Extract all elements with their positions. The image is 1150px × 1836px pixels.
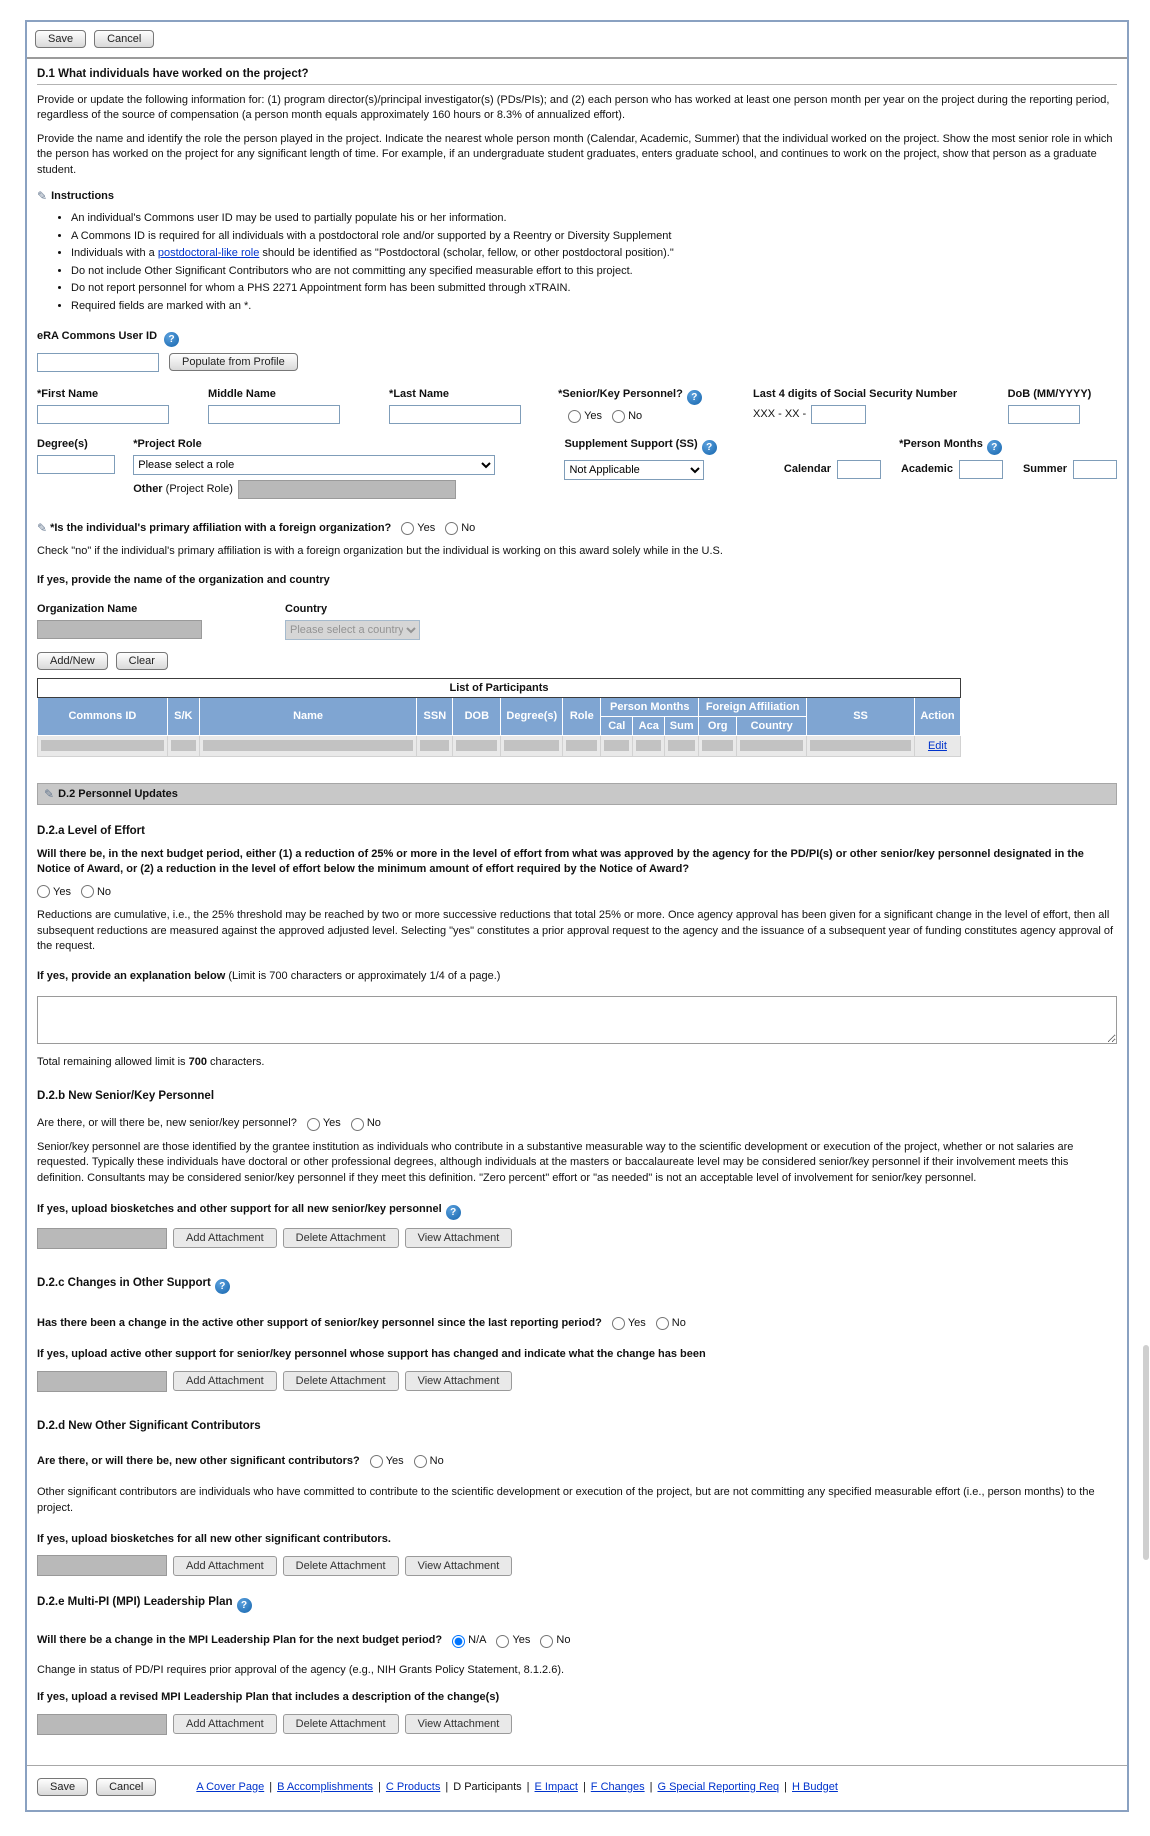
participant-row	[38, 735, 961, 756]
supplement-support-select[interactable]	[564, 460, 704, 480]
first-name-label: *First Name	[37, 387, 99, 400]
calendar-label: Calendar	[783, 463, 831, 476]
cell-country	[737, 735, 807, 756]
d2a-remaining-note	[37, 1055, 1117, 1070]
col-header-sk: S/K	[167, 697, 199, 735]
other-project-role-label	[133, 483, 233, 495]
d2e-attachment-filename-field	[37, 1714, 167, 1735]
instruction-item	[71, 245, 1117, 263]
col-header-sum: Sum	[665, 716, 699, 735]
col-header-ss: SS	[807, 697, 915, 735]
col-header-ssn: SSN	[417, 697, 453, 735]
d2b-view-attachment-button[interactable]: View Attachment	[405, 1228, 513, 1248]
effort-reduction-yes-radio[interactable]	[37, 885, 50, 898]
project-role-select[interactable]	[133, 455, 495, 475]
no-label: No	[628, 410, 643, 423]
country-label: Country	[285, 602, 328, 615]
d2b-upload-text: If yes, upload biosketches and other support for all new senior/key personnel	[37, 1202, 442, 1215]
d2d-paragraph: Other significant contributors are individuals who have committed to contribute to the scientific development or execution of the project, but are not committing any specified measurable effort (i.e., person months) to the project.	[37, 1486, 1095, 1514]
d1-section-title: D.1 What individuals have worked on the project?	[37, 59, 1117, 85]
d2b-upload-label	[37, 1202, 1117, 1220]
nav-separator: |	[269, 1780, 273, 1793]
calendar-months-input[interactable]	[837, 460, 881, 479]
col-header-aca: Aca	[633, 716, 665, 735]
senior-key-yes-radio[interactable]	[568, 410, 581, 423]
d2-section-title: D.2 Personnel Updates	[58, 787, 178, 800]
dob-label: DoB (MM/YYYY)	[1007, 387, 1092, 400]
top-toolbar	[27, 22, 1127, 59]
ssn-last4-input[interactable]	[811, 405, 866, 424]
instruction-text: should be identified as "Postdoctoral (scholar, fellow, or other postdoctoral position)."	[259, 247, 674, 260]
col-header-degrees: Degree(s)	[501, 697, 563, 735]
yes-label: Yes	[627, 1316, 646, 1329]
cell-cal	[601, 735, 633, 756]
senior-key-label: *Senior/Key Personnel?	[558, 387, 683, 400]
na-label: N/A	[468, 1634, 487, 1647]
d2c-upload-label: If yes, upload active other support for senior/key personnel whose support has changed and indicate what the change has been	[37, 1348, 706, 1361]
effort-explanation-textarea[interactable]	[37, 996, 1117, 1044]
instructions-header	[37, 190, 1117, 202]
supplement-support-label: Supplement Support (SS)	[564, 437, 698, 450]
d2d-view-attachment-button[interactable]: View Attachment	[405, 1556, 513, 1576]
instructions-list	[71, 210, 1117, 316]
nav-link-special-reporting[interactable]: G Special Reporting Req	[657, 1780, 780, 1793]
person-months-help-icon[interactable]: ?	[987, 440, 1002, 455]
last-name-label: *Last Name	[389, 387, 449, 400]
d2c-view-attachment-button[interactable]: View Attachment	[405, 1371, 513, 1391]
summer-months-input[interactable]	[1073, 460, 1117, 479]
d2d-attachment-filename-field	[37, 1555, 167, 1576]
col-header-action: Action	[914, 697, 960, 735]
d2e-upload-label: If yes, upload a revised MPI Leadership Plan that includes a description of the change(s)	[37, 1691, 500, 1704]
foreign-question-row	[37, 521, 1117, 536]
d2b-attachment-filename-field	[37, 1228, 167, 1249]
d2e-question: Will there be a change in the MPI Leadership Plan for the next budget period?	[37, 1634, 443, 1647]
senior-key-no-radio[interactable]	[612, 410, 625, 423]
nav-current-participants: D Participants	[453, 1780, 522, 1793]
instruction-item: • A Commons ID is required for all individuals with a postdoctoral role and/or supported by a Reentry or Diversity Supplement	[71, 228, 1117, 246]
mpi-plan-na-radio[interactable]	[452, 1635, 465, 1648]
nav-separator: |	[445, 1780, 449, 1793]
col-header-cal: Cal	[601, 716, 633, 735]
d2e-add-attachment-button[interactable]: Add Attachment	[173, 1714, 277, 1734]
no-label: No	[556, 1634, 571, 1647]
remaining-suffix: characters.	[206, 1056, 265, 1069]
nav-separator: |	[526, 1780, 530, 1793]
foreign-yes-radio[interactable]	[401, 522, 414, 535]
nav-link-budget[interactable]: H Budget	[792, 1780, 838, 1793]
foreign-question-pencil-icon: ✎	[37, 521, 48, 536]
d2b-question: Are there, or will there be, new senior/key personnel?	[37, 1117, 297, 1130]
d2d-add-attachment-button[interactable]: Add Attachment	[173, 1556, 277, 1576]
middle-name-label: Middle Name	[208, 387, 276, 400]
supplement-label-row	[564, 438, 783, 455]
senior-key-help-icon[interactable]: ?	[687, 390, 702, 405]
d1-paragraph-2: Provide the name and identify the role the person played in the project. Indicate the nearest whole person month (Calendar, Academic, Summer) that the individual worked on the project. Show the most senior role in which the person has worked on the project for any significant length of time. For example, if an undergraduate student graduates, enters graduate school, and continues to work on the project, show that person as a graduate student.	[37, 132, 1113, 176]
other-support-change-no-radio[interactable]	[656, 1317, 669, 1330]
nav-separator: |	[649, 1780, 653, 1793]
foreign-if-yes-label: If yes, provide the name of the organization and country	[37, 574, 330, 587]
cell-dob	[453, 735, 501, 756]
nav-separator: |	[582, 1780, 586, 1793]
d2c-attachment-filename-field	[37, 1371, 167, 1392]
d2c-question: Has there been a change in the active other support of senior/key personnel since the last reporting period?	[37, 1316, 602, 1329]
cancel-button-bottom[interactable]: Cancel	[96, 1778, 156, 1796]
d2d-delete-attachment-button[interactable]: Delete Attachment	[283, 1556, 399, 1576]
add-new-button[interactable]: Add/New	[37, 652, 108, 670]
d2-pencil-icon: ✎	[44, 786, 55, 801]
remaining-count: 700	[188, 1056, 207, 1069]
nav-link-cover-page[interactable]: A Cover Page	[196, 1780, 265, 1793]
new-senior-key-no-radio[interactable]	[351, 1118, 364, 1131]
instructions-pencil-icon: ✎	[37, 188, 48, 203]
d2e-view-attachment-button[interactable]: View Attachment	[405, 1714, 513, 1734]
nav-separator: |	[378, 1780, 381, 1793]
country-select	[285, 620, 420, 640]
instruction-item: • Do not report personnel for whom a PHS 2271 Appointment form has been submitted through xTRAIN.	[71, 280, 1117, 298]
no-label: No	[96, 885, 112, 898]
d2a-if-yes-normal: (Limit is 700 characters or approximately 1/4 of a page.)	[225, 969, 501, 982]
col-header-name: Name	[199, 697, 417, 735]
col-header-org: Org	[699, 716, 737, 735]
col-header-role: Role	[563, 697, 601, 735]
instruction-text: Individuals with a	[71, 247, 158, 260]
degrees-label: Degree(s)	[37, 437, 88, 450]
cell-degrees	[501, 735, 563, 756]
scrollbar[interactable]	[1143, 1345, 1149, 1560]
save-button-top[interactable]: Save	[35, 30, 86, 48]
d2a-if-yes-bold: If yes, provide an explanation below	[37, 969, 226, 982]
new-contributors-yes-radio[interactable]	[370, 1455, 383, 1468]
col-header-dob: DOB	[453, 697, 501, 735]
col-header-person-months: Person Months	[601, 697, 699, 716]
other-suffix: (Project Role)	[165, 483, 233, 496]
d2c-delete-attachment-button[interactable]: Delete Attachment	[283, 1371, 399, 1391]
d2c-add-attachment-button[interactable]: Add Attachment	[173, 1371, 277, 1391]
first-name-input[interactable]	[37, 405, 169, 424]
d2c-title: D.2.c Changes in Other Support	[37, 1276, 211, 1289]
participants-table	[37, 678, 961, 757]
yes-label: Yes	[512, 1634, 531, 1647]
yes-label: Yes	[417, 521, 436, 534]
commons-id-help-icon[interactable]: ?	[164, 332, 179, 347]
cell-ssn	[417, 735, 453, 756]
clear-button[interactable]: Clear	[116, 652, 168, 670]
yes-label: Yes	[53, 885, 71, 898]
postdoctoral-like-role-link[interactable]: postdoctoral-like role	[157, 247, 260, 260]
d2e-note: Change in status of PD/PI requires prior approval of the agency (e.g., NIH Grants Policy Statement, 8.1.2.6).	[37, 1663, 565, 1676]
cell-role	[563, 735, 601, 756]
senior-key-label-row	[558, 388, 753, 405]
d2d-upload-label: If yes, upload biosketches for all new other significant contributors.	[37, 1532, 391, 1545]
nav-link-accomplishments[interactable]: B Accomplishments	[277, 1780, 374, 1793]
yes-label: Yes	[584, 410, 603, 423]
no-label: No	[671, 1316, 686, 1329]
summer-label: Summer	[1022, 463, 1067, 476]
instruction-item: • Do not include Other Significant Contributors who are not committing any specified measurable effort to this project.	[71, 263, 1117, 281]
d2b-paragraph: Senior/key personnel are those identified by the grantee institution as individuals who contribute in a substantive measurable way to the scientific development or execution of the project, whether or not salaries are requested. Typically these individuals have doctoral or other professional degrees, although individuals at the masters or baccalaureate level may be considered senior/key personnel if their involvement meets this definition. Consultants may be considered senior/key personnel if they meet this definition. "Zero percent" effort or "as needed" is not an acceptable level of involvement for senior/key personnel.	[37, 1140, 1074, 1184]
instruction-item: • An individual's Commons user ID may be used to partially populate his or her information.	[71, 210, 1117, 228]
academic-label: Academic	[900, 463, 953, 476]
nav-link-changes[interactable]: F Changes	[590, 1780, 645, 1793]
commons-id-label: eRA Commons User ID	[37, 329, 158, 342]
d2e-help-icon[interactable]: ?	[237, 1598, 252, 1613]
cell-sk	[167, 735, 199, 756]
d1-paragraph-1: Provide or update the following information for: (1) program director(s)/principal investigator(s) (PDs/PIs); and (2) each person who has worked at least one person month per year on the project during the reporting period, regardless of the source of compensation (a person month equals approximately 160 hours or 8.3% of annualized effort).	[37, 94, 1110, 122]
dob-input[interactable]	[1008, 405, 1080, 424]
d2b-add-attachment-button[interactable]: Add Attachment	[173, 1228, 277, 1248]
col-header-commons-id: Commons ID	[38, 697, 168, 735]
yes-label: Yes	[385, 1454, 404, 1467]
academic-months-input[interactable]	[959, 460, 1003, 479]
instructions-title: Instructions	[51, 189, 115, 202]
no-label: No	[366, 1117, 381, 1130]
no-label: No	[429, 1454, 444, 1467]
d2d-title: D.2.d New Other Significant Contributors	[37, 1419, 261, 1432]
new-senior-key-yes-radio[interactable]	[307, 1118, 320, 1131]
project-role-label: *Project Role	[133, 437, 202, 450]
nav-separator: |	[784, 1780, 788, 1793]
cancel-button-top[interactable]: Cancel	[94, 30, 154, 48]
cell-name	[199, 735, 417, 756]
commons-id-label-row	[37, 330, 1117, 347]
last-name-input[interactable]	[389, 405, 521, 424]
d2b-title: D.2.b New Senior/Key Personnel	[37, 1090, 215, 1103]
participants-table-title: List of Participants	[38, 678, 961, 697]
other-support-change-yes-radio[interactable]	[612, 1317, 625, 1330]
foreign-note: Check "no" if the individual's primary affiliation is with a foreign organization but the individual is working on this award solely while in the U.S.	[37, 544, 723, 557]
cell-sum	[665, 735, 699, 756]
mpi-plan-no-radio[interactable]	[540, 1635, 553, 1648]
d2-section-bar	[37, 783, 1117, 805]
new-contributors-no-radio[interactable]	[414, 1455, 427, 1468]
middle-name-input[interactable]	[208, 405, 340, 424]
d2b-delete-attachment-button[interactable]: Delete Attachment	[283, 1228, 399, 1248]
person-months-label: *Person Months	[899, 437, 983, 450]
d2d-question: Are there, or will there be, new other significant contributors?	[37, 1454, 360, 1467]
cell-ss	[807, 735, 915, 756]
section-nav	[196, 1781, 838, 1793]
organization-name-input	[37, 620, 202, 639]
effort-reduction-no-radio[interactable]	[81, 885, 94, 898]
remaining-prefix: Total remaining allowed limit is	[37, 1056, 189, 1069]
d2e-title: D.2.e Multi-PI (MPI) Leadership Plan	[37, 1596, 233, 1609]
person-months-label-row	[784, 438, 1117, 455]
d2c-help-icon[interactable]: ?	[215, 1279, 230, 1294]
d2a-question: Will there be, in the next budget period, either (1) a reduction of 25% or more in the level of effort from what was approved by the agency for the PD/PI(s) or other senior/key personnel designated in the Notice of Award, or (2) a reduction in the level of effort below the minimum amount of effort required by the Notice of Award?	[37, 847, 1084, 876]
nav-link-impact[interactable]: E Impact	[534, 1780, 578, 1793]
edit-participant-link[interactable]: Edit	[927, 739, 947, 752]
mpi-plan-yes-radio[interactable]	[496, 1635, 509, 1648]
nav-link-products[interactable]: C Products	[385, 1780, 441, 1793]
populate-from-profile-button[interactable]: Populate from Profile	[169, 353, 298, 371]
no-label: No	[461, 521, 476, 534]
ssn-label: Last 4 digits of Social Security Number	[753, 387, 958, 400]
degrees-input[interactable]	[37, 455, 115, 474]
other-label: Other	[133, 483, 163, 496]
ssn-prefix: XXX - XX -	[753, 408, 807, 421]
d2a-title: D.2.a Level of Effort	[37, 824, 145, 837]
foreign-no-radio[interactable]	[445, 522, 458, 535]
supplement-support-help-icon[interactable]: ?	[702, 440, 717, 455]
instruction-item: • Required fields are marked with an *.	[71, 298, 1117, 316]
commons-id-input[interactable]	[37, 353, 159, 372]
col-header-foreign-affiliation: Foreign Affiliation	[699, 697, 807, 716]
d2a-paragraph: Reductions are cumulative, i.e., the 25% threshold may be reached by two or more successive reductions that total 25% or more. Once agency approval has been given for a significant change in the level of effort, then all subsequent reductions are measured against the approved adjusted level. Selecting "yes" constitutes a prior approval request to the agency and the issuance of a subsequent year of funding constitutes agency approval of the request.	[37, 909, 1114, 953]
d2a-explanation-label	[37, 969, 1117, 984]
cell-commons-id	[38, 735, 168, 756]
cell-org	[699, 735, 737, 756]
d2c-title-row	[37, 1277, 1117, 1294]
form-frame	[25, 20, 1129, 1812]
organization-name-label: Organization Name	[37, 602, 138, 615]
yes-label: Yes	[322, 1117, 341, 1130]
other-project-role-input	[238, 480, 456, 499]
d2e-title-row	[37, 1596, 1117, 1613]
foreign-question-label: *Is the individual's primary affiliation with a foreign organization?	[50, 521, 392, 534]
save-button-bottom[interactable]: Save	[37, 1778, 88, 1796]
d2e-delete-attachment-button[interactable]: Delete Attachment	[283, 1714, 399, 1734]
col-header-country: Country	[737, 716, 807, 735]
bottom-toolbar	[27, 1765, 1127, 1810]
d2b-upload-help-icon[interactable]: ?	[446, 1205, 461, 1220]
cell-aca	[633, 735, 665, 756]
